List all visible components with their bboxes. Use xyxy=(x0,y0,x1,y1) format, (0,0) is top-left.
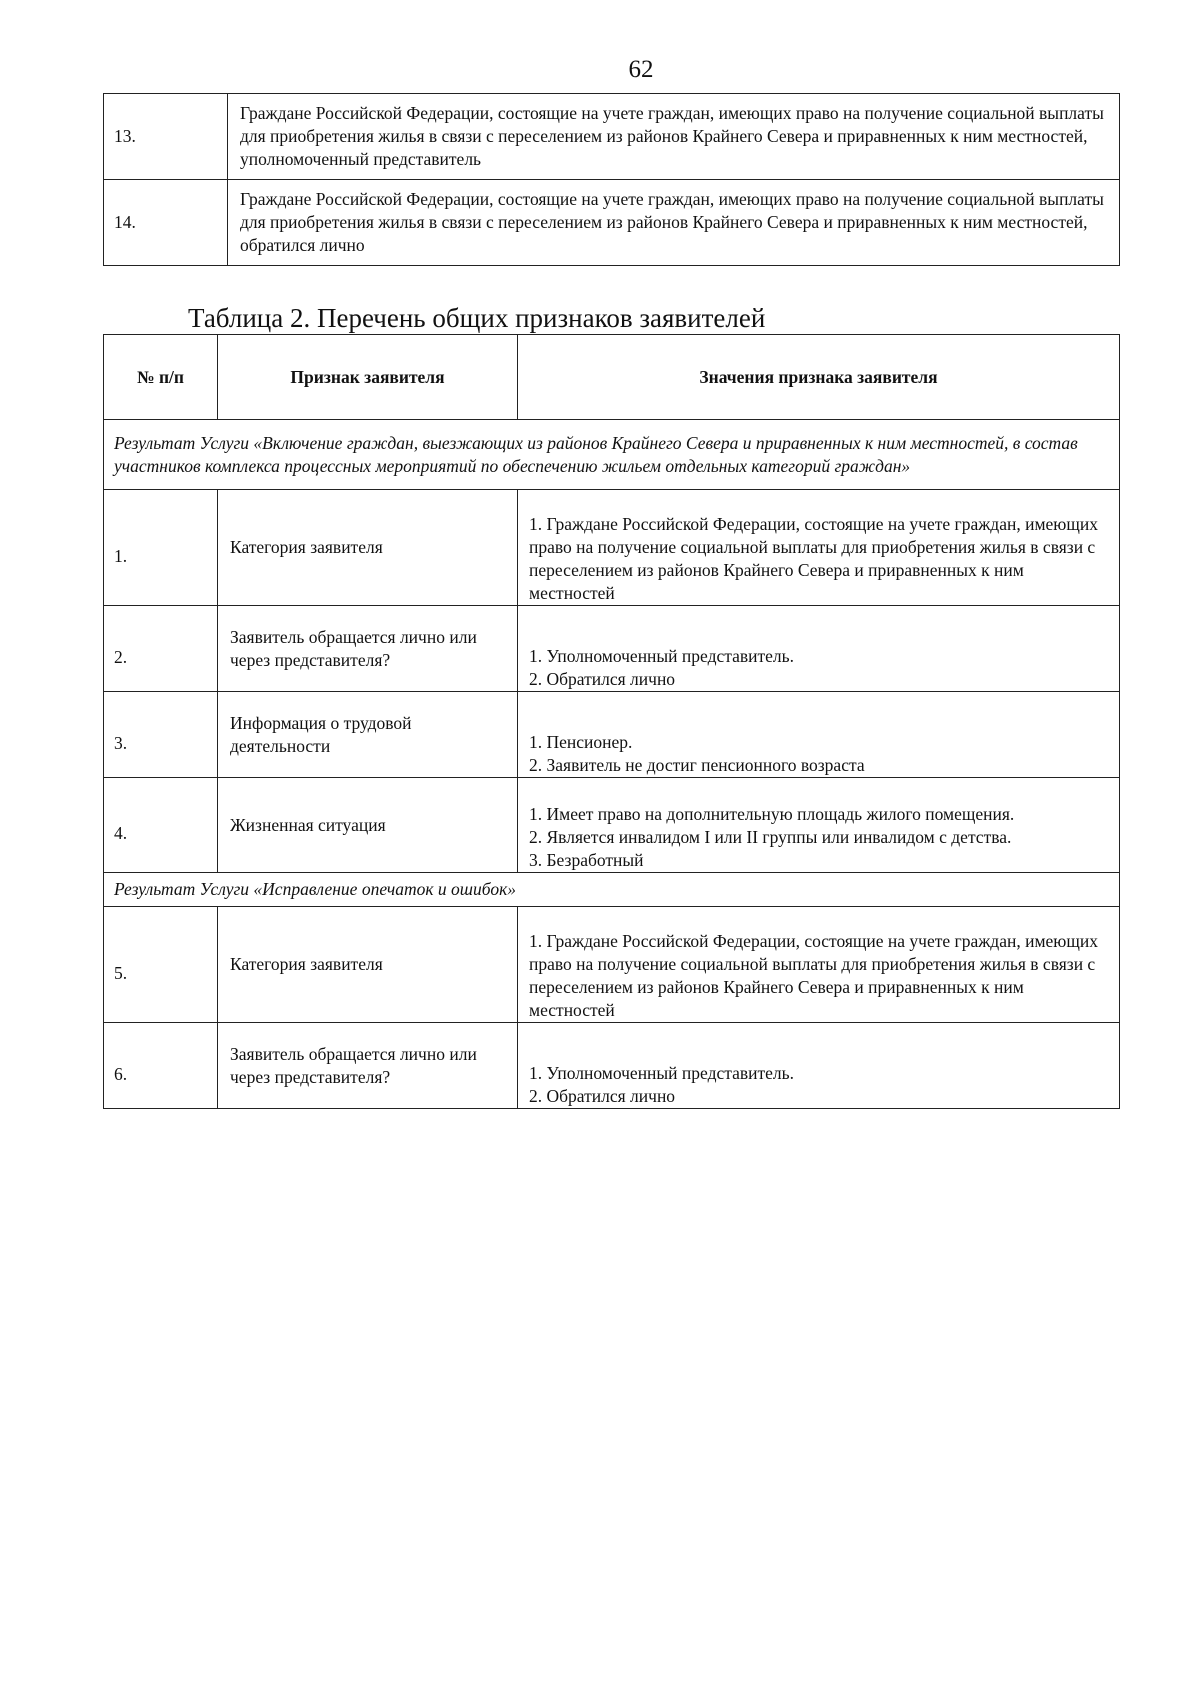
table-row xyxy=(104,907,1120,1023)
row-number: 1. xyxy=(104,490,218,606)
table-row xyxy=(104,490,1120,606)
row-number: 4. xyxy=(104,778,218,873)
attribute-value: 2. Обратился лично xyxy=(529,669,676,689)
section-title: Результат Услуги «Исправление опечаток и ошибок» xyxy=(104,873,1120,907)
header-row xyxy=(104,335,1120,420)
row-number: 14. xyxy=(104,180,228,266)
attribute-value: 1. Граждане Российской Федерации, состоящие на учете граждан, имеющих право на получение социальной выплаты для приобретения жилья в связи с переселением из районов Крайнего Севера и приравненных к ним местностей xyxy=(529,514,1098,603)
attribute-values xyxy=(518,907,1120,1023)
attribute-values xyxy=(518,490,1120,606)
header-vals: Значения признака заявителя xyxy=(518,335,1120,420)
row-number: 5. xyxy=(104,907,218,1023)
header-attr: Признак заявителя xyxy=(218,335,518,420)
attribute-values xyxy=(518,606,1120,692)
attribute-value: 2. Обратился лично xyxy=(529,1086,676,1106)
row-number: 3. xyxy=(104,692,218,778)
table-row xyxy=(104,94,1120,180)
attribute-value: 1. Пенсионер. xyxy=(529,732,633,752)
attribute-name: Категория заявителя xyxy=(218,907,518,1023)
attribute-value: 1. Имеет право на дополнительную площадь жилого помещения. xyxy=(529,804,1015,824)
table-row xyxy=(104,180,1120,266)
applicant-attributes-table xyxy=(103,334,1120,1109)
attribute-values xyxy=(518,778,1120,873)
attribute-name: Информация о трудовой деятельности xyxy=(218,692,518,778)
table-row xyxy=(104,778,1120,873)
attribute-name: Заявитель обращается лично или через представителя? xyxy=(218,1023,518,1109)
table-caption: Таблица 2. Перечень общих признаков заявителей xyxy=(188,303,766,333)
attribute-value: 1. Граждане Российской Федерации, состоящие на учете граждан, имеющих право на получение социальной выплаты для приобретения жилья в связи с переселением из районов Крайнего Севера и приравненных к ним местностей xyxy=(529,931,1098,1020)
row-number: 2. xyxy=(104,606,218,692)
section-title: Результат Услуги «Включение граждан, выезжающих из районов Крайнего Севера и приравненных к ним местностей, в состав участников комплекса процессных мероприятий по обеспечению жильем отдельных категорий граждан» xyxy=(104,420,1120,490)
row-number: 6. xyxy=(104,1023,218,1109)
table-row xyxy=(104,606,1120,692)
attribute-value: 2. Является инвалидом I или II группы или инвалидом с детства. xyxy=(529,827,1012,847)
header-num: № п/п xyxy=(104,335,218,420)
table-row xyxy=(104,692,1120,778)
row-number: 13. xyxy=(104,94,228,180)
attribute-name: Категория заявителя xyxy=(218,490,518,606)
section-row xyxy=(104,873,1120,907)
row-text: Граждане Российской Федерации, состоящие на учете граждан, имеющих право на получение социальной выплаты для приобретения жилья в связи с переселением из районов Крайнего Севера и приравненных к ним местностей, обратился лично xyxy=(228,180,1120,266)
attribute-value: 1. Уполномоченный представитель. xyxy=(529,1063,795,1083)
section-row xyxy=(104,420,1120,490)
row-text: Граждане Российской Федерации, состоящие на учете граждан, имеющих право на получение социальной выплаты для приобретения жилья в связи с переселением из районов Крайнего Севера и приравненных к ним местностей, уполномоченный представитель xyxy=(228,94,1120,180)
table-row xyxy=(104,1023,1120,1109)
attribute-name: Жизненная ситуация xyxy=(218,778,518,873)
attribute-name: Заявитель обращается лично или через представителя? xyxy=(218,606,518,692)
attribute-value: 2. Заявитель не достиг пенсионного возраста xyxy=(529,755,865,775)
attribute-value: 3. Безработный xyxy=(529,850,644,870)
attribute-values xyxy=(518,692,1120,778)
continuation-table xyxy=(103,93,1120,266)
attribute-values xyxy=(518,1023,1120,1109)
page-number: 62 xyxy=(628,56,654,83)
attribute-value: 1. Уполномоченный представитель. xyxy=(529,646,795,666)
